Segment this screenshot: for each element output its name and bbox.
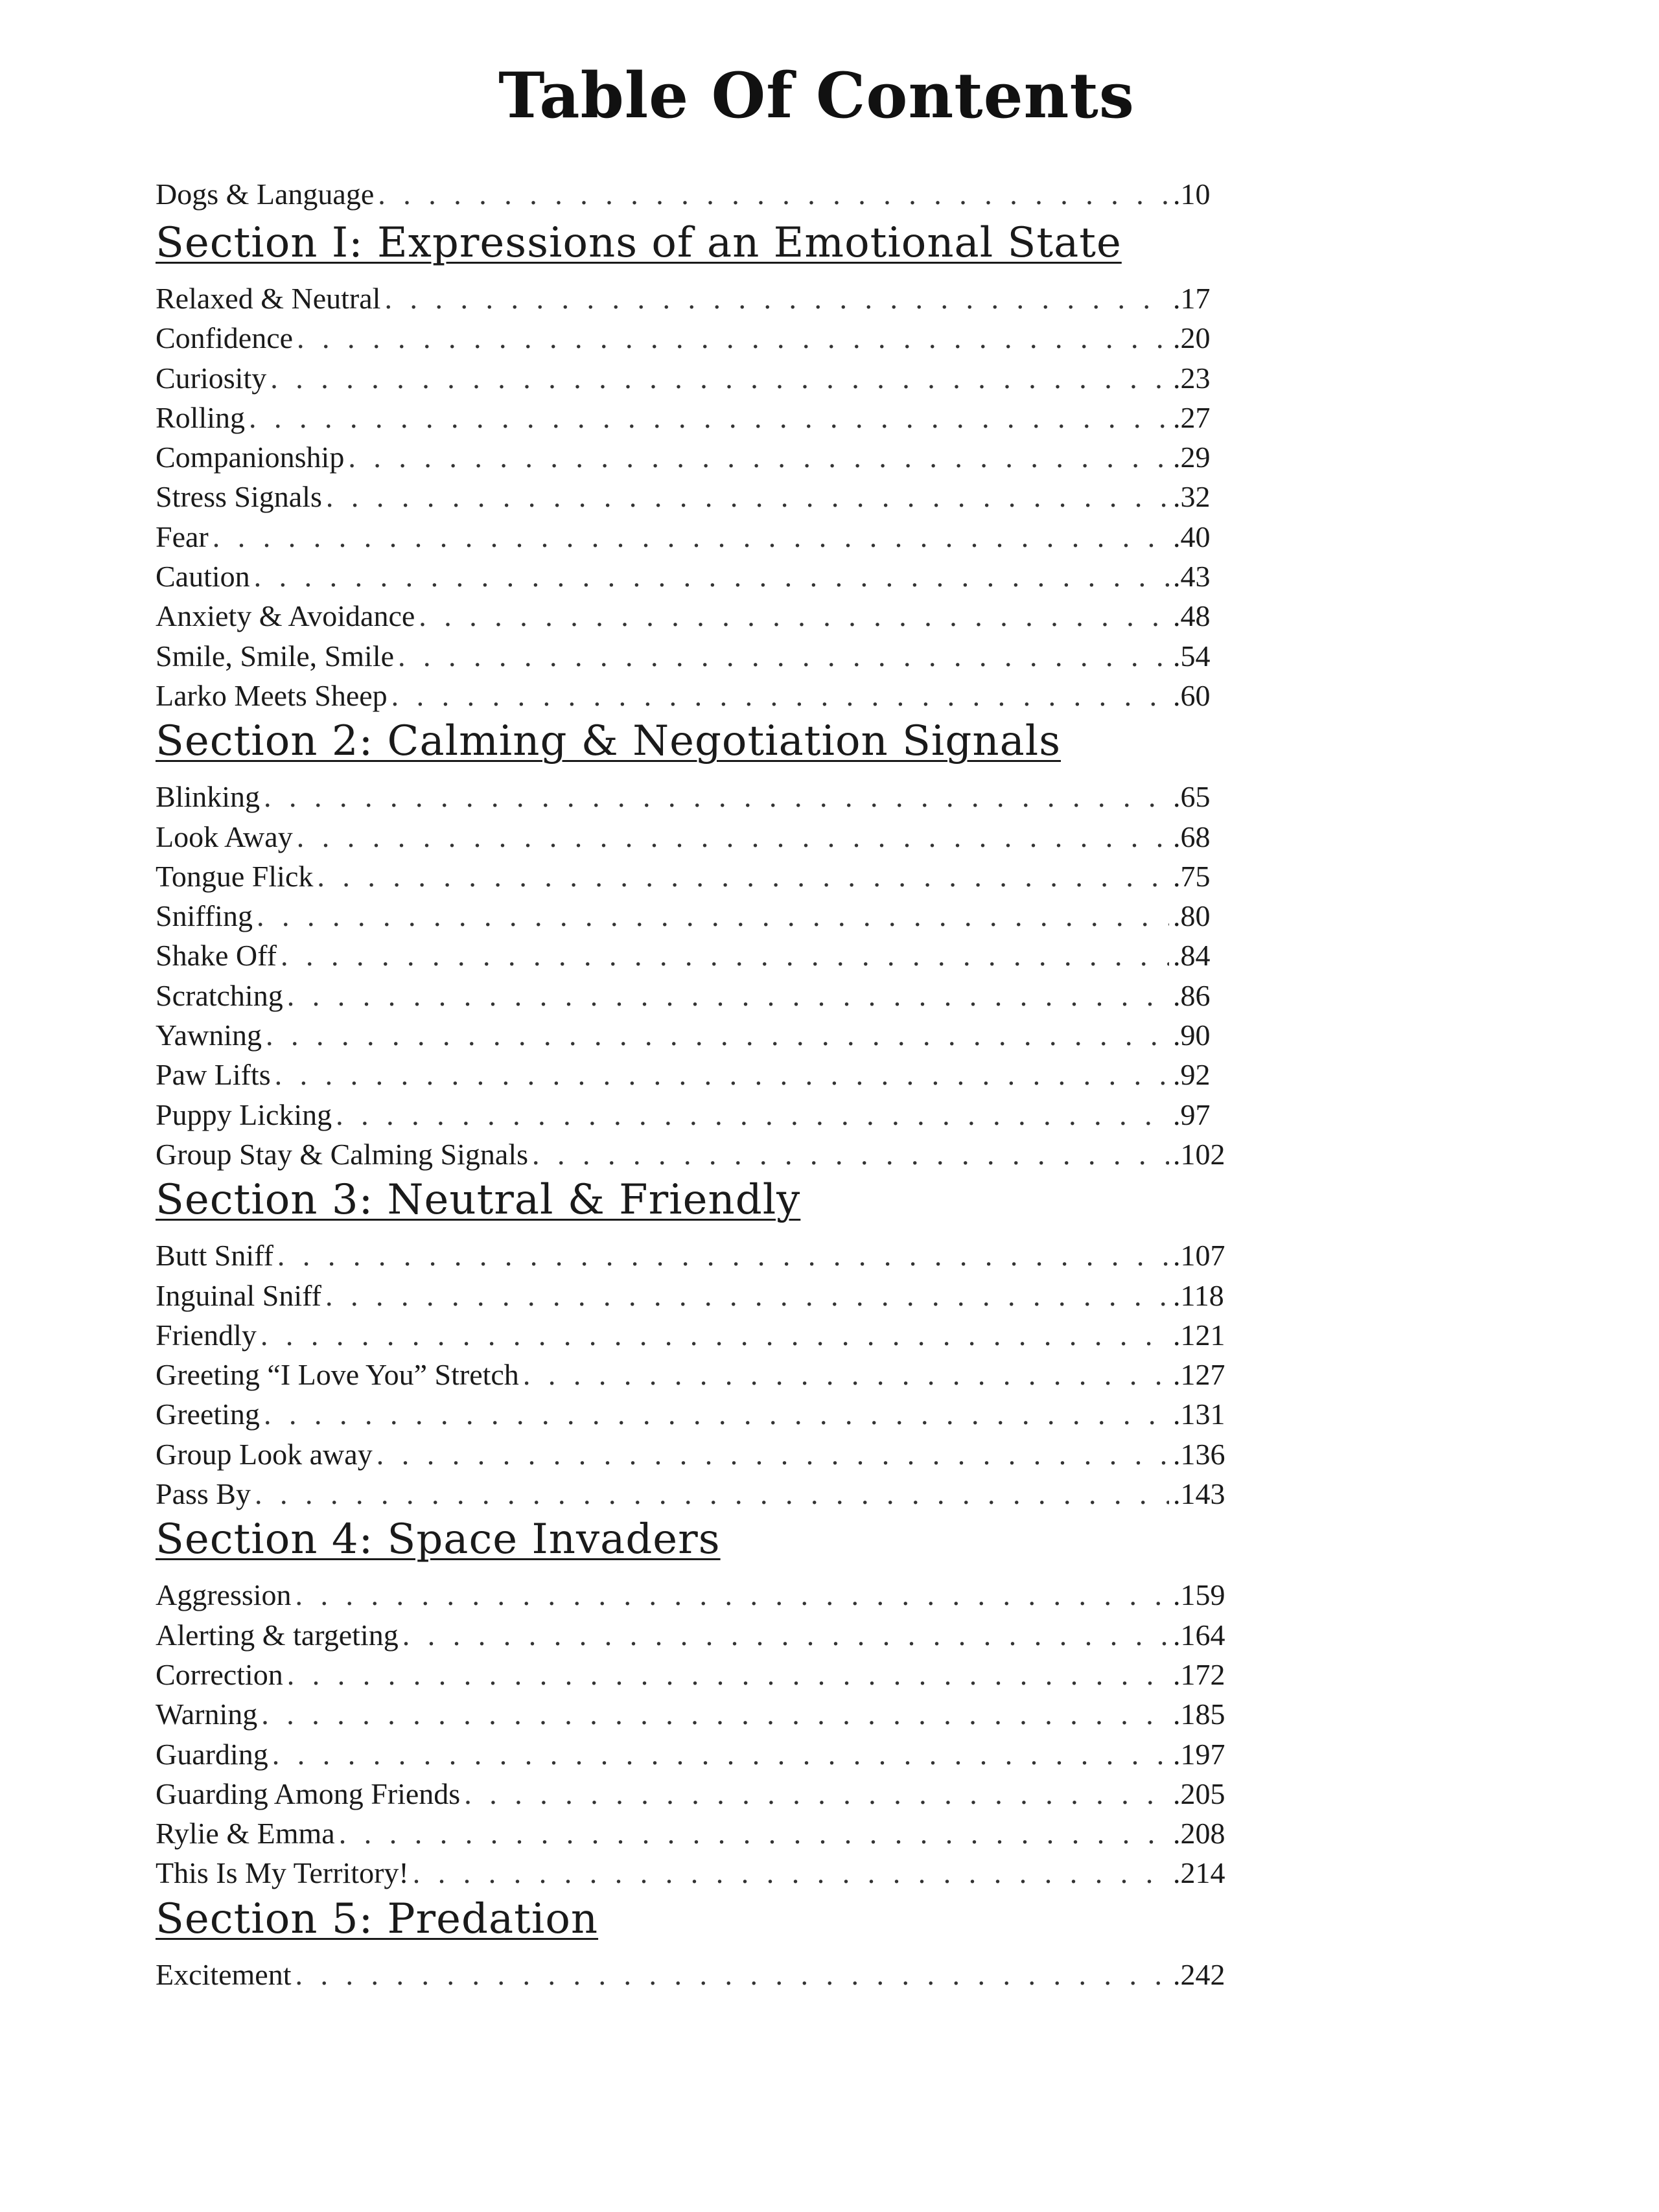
toc-list [156, 172, 1225, 1994]
toc-entry-page: .32 [1173, 480, 1211, 514]
toc-entry-label: Caution [156, 560, 250, 593]
toc-entry-label: Greeting “I Love You” Stretch [156, 1358, 519, 1392]
section-heading: Section 2: Calming & Negotiation Signals [156, 717, 1062, 766]
dot-leader [261, 1694, 1169, 1734]
dot-leader [264, 777, 1169, 816]
toc-entry [156, 557, 1225, 596]
toc-entry-page: .121 [1173, 1318, 1225, 1352]
toc-entry-page: .48 [1173, 599, 1211, 633]
toc-entry [156, 1095, 1225, 1135]
toc-entry [156, 172, 1225, 217]
toc-entry-page: .23 [1173, 361, 1211, 395]
toc-entry-page: .97 [1173, 1098, 1211, 1131]
toc-entry-label: Smile, Smile, Smile [156, 639, 395, 673]
toc-entry [156, 1575, 1225, 1615]
toc-entry-page: .127 [1173, 1358, 1225, 1392]
toc-entry [156, 636, 1225, 676]
toc-entry-label: This Is My Territory! [156, 1856, 409, 1890]
toc-entry-label: Anxiety & Avoidance [156, 599, 415, 633]
toc-entry-label: Dogs & Language [156, 178, 375, 211]
dot-leader [255, 1474, 1169, 1514]
dot-leader [391, 676, 1169, 715]
toc-entry-page: .27 [1173, 400, 1211, 434]
toc-entry-label: Look Away [156, 820, 293, 853]
toc-entry [156, 1853, 1225, 1893]
toc-entry-page: .29 [1173, 441, 1211, 474]
toc-entry [156, 1615, 1225, 1655]
toc-entry-page: .118 [1173, 1278, 1224, 1312]
toc-entry [156, 1276, 1225, 1315]
dot-leader [266, 1015, 1169, 1055]
toc-entry-page: .65 [1173, 780, 1211, 814]
dot-leader [419, 596, 1169, 636]
toc-entry [156, 1315, 1225, 1355]
toc-entry-label: Excitement [156, 1957, 292, 1991]
dot-leader [254, 557, 1169, 596]
toc-entry-page: .92 [1173, 1058, 1211, 1092]
toc-entry-label: Alerting & targeting [156, 1618, 399, 1652]
toc-entry-label: Confidence [156, 321, 294, 355]
toc-entry [156, 1955, 1225, 1994]
toc-entry-page: .172 [1173, 1657, 1225, 1691]
toc-entry [156, 857, 1225, 896]
dot-leader [348, 437, 1169, 477]
toc-entry-label: Puppy Licking [156, 1098, 332, 1131]
toc-entry [156, 936, 1225, 975]
section-heading: Section 5: Predation [156, 1895, 599, 1943]
toc-entry [156, 1355, 1225, 1394]
toc-entry-label: Scratching [156, 978, 283, 1012]
toc-entry [156, 596, 1225, 636]
dot-leader [287, 1655, 1169, 1694]
dot-leader [532, 1135, 1169, 1174]
toc-entry [156, 279, 1225, 318]
toc-entry-label: Rolling [156, 400, 246, 434]
section-heading: Section 4: Space Invaders [156, 1515, 721, 1564]
toc-entry [156, 517, 1225, 557]
dot-leader [264, 1394, 1169, 1434]
toc-entry [156, 437, 1225, 477]
toc-entry [156, 1694, 1225, 1734]
toc-entry-label: Warning [156, 1698, 258, 1731]
dot-leader [277, 1236, 1169, 1275]
toc-entry [156, 358, 1225, 398]
dot-leader [398, 636, 1169, 676]
toc-entry-label: Yawning [156, 1019, 262, 1052]
dot-leader [317, 857, 1169, 896]
toc-entry-page: .214 [1173, 1856, 1225, 1890]
toc-entry [156, 318, 1225, 358]
toc-entry-label: Rylie & Emma [156, 1817, 335, 1850]
dot-leader [297, 318, 1169, 358]
toc-entry [156, 1814, 1225, 1853]
dot-leader [384, 279, 1169, 318]
toc-entry-label: Aggression [156, 1578, 292, 1612]
page-title: Table Of Contents [498, 59, 1135, 132]
toc-entry-page: .143 [1173, 1477, 1225, 1511]
toc-entry-page: .54 [1173, 639, 1211, 673]
toc-entry-label: Larko Meets Sheep [156, 678, 388, 712]
toc-entry-page: .185 [1173, 1698, 1225, 1731]
toc-entry-label: Relaxed & Neutral [156, 282, 381, 315]
toc-entry-label: Pass By [156, 1477, 251, 1511]
toc-entry-label: Blinking [156, 780, 261, 814]
toc-entry [156, 398, 1225, 437]
toc-entry-page: .107 [1173, 1239, 1225, 1273]
dot-leader [295, 1955, 1169, 1994]
toc-entry-page: .68 [1173, 820, 1211, 853]
dot-leader [249, 398, 1169, 437]
toc-entry-label: Tongue Flick [156, 859, 314, 893]
section-heading: Section 3: Neutral & Friendly [156, 1176, 801, 1225]
toc-entry-page: .86 [1173, 978, 1211, 1012]
toc-entry-label: Sniffing [156, 899, 253, 933]
toc-entry [156, 676, 1225, 715]
toc-entry-label: Inguinal Sniff [156, 1278, 321, 1312]
dot-leader [326, 477, 1169, 516]
dot-leader [213, 517, 1169, 557]
dot-leader [402, 1615, 1169, 1655]
toc-entry-page: .17 [1173, 282, 1211, 315]
toc-entry-label: Friendly [156, 1318, 257, 1352]
section-heading: Section I: Expressions of an Emotional State [156, 219, 1122, 267]
toc-entry-label: Companionship [156, 441, 345, 474]
toc-entry-page: .242 [1173, 1957, 1225, 1991]
toc-entry-page: .136 [1173, 1437, 1225, 1471]
toc-entry-label: Fear [156, 520, 209, 553]
dot-leader [339, 1814, 1169, 1853]
dot-leader [464, 1774, 1169, 1814]
toc-entry-page: .80 [1173, 899, 1211, 933]
toc-entry [156, 1015, 1225, 1055]
dot-leader [377, 1434, 1169, 1474]
dot-leader [296, 1575, 1169, 1615]
dot-leader [257, 896, 1169, 936]
dot-leader [275, 1055, 1169, 1094]
dot-leader [413, 1853, 1169, 1893]
toc-entry-page: .159 [1173, 1578, 1225, 1612]
toc-entry-page: .20 [1173, 321, 1211, 355]
toc-entry [156, 1734, 1225, 1774]
toc-entry [156, 1774, 1225, 1814]
toc-entry [156, 1236, 1225, 1275]
toc-entry-page: .40 [1173, 520, 1211, 553]
toc-sections [156, 217, 1225, 1994]
toc-entry [156, 1394, 1225, 1434]
dot-leader [272, 1734, 1169, 1774]
toc-entry-page: .60 [1173, 678, 1211, 712]
dot-leader [336, 1095, 1169, 1135]
toc-entry-label: Group Stay & Calming Signals [156, 1137, 528, 1171]
toc-entry [156, 1135, 1225, 1174]
toc-entry-page: .208 [1173, 1817, 1225, 1850]
toc-entry-label: Paw Lifts [156, 1058, 271, 1092]
toc-entry-page: .197 [1173, 1737, 1225, 1771]
toc-entry-label: Shake Off [156, 939, 277, 973]
dot-leader [281, 936, 1169, 975]
toc-entry-label: Guarding Among Friends [156, 1777, 461, 1810]
toc-entry-page: .84 [1173, 939, 1211, 973]
toc-entry-label: Butt Sniff [156, 1239, 273, 1273]
toc-entry [156, 896, 1225, 936]
toc-entry-page: .90 [1173, 1019, 1211, 1052]
toc-entry-page: .131 [1173, 1398, 1225, 1431]
toc-entry-label: Guarding [156, 1737, 268, 1771]
toc-entry [156, 1655, 1225, 1694]
toc-entry-label: Group Look away [156, 1437, 373, 1471]
dot-leader [261, 1315, 1169, 1355]
toc-entry [156, 817, 1225, 857]
toc-entry-page: .10 [1173, 178, 1211, 211]
toc-entry-page: .75 [1173, 859, 1211, 893]
toc-entry-page: .164 [1173, 1618, 1225, 1652]
toc-entry-label: Stress Signals [156, 480, 322, 514]
toc-entry [156, 1434, 1225, 1474]
dot-leader [270, 358, 1169, 398]
toc-entry-page: .43 [1173, 560, 1211, 593]
toc-entry [156, 477, 1225, 516]
dot-leader [297, 817, 1169, 857]
toc-entry-label: Greeting [156, 1398, 260, 1431]
toc-entry [156, 777, 1225, 816]
toc-entry-label: Correction [156, 1657, 283, 1691]
dot-leader [378, 172, 1169, 217]
toc-entry-page: .102 [1173, 1137, 1225, 1171]
dot-leader [325, 1276, 1169, 1315]
dot-leader [523, 1355, 1169, 1394]
toc-entry-label: Curiosity [156, 361, 267, 395]
toc-entry-page: .205 [1173, 1777, 1225, 1810]
dot-leader [287, 976, 1169, 1015]
toc-entry [156, 1474, 1225, 1514]
toc-entry [156, 976, 1225, 1015]
toc-entry [156, 1055, 1225, 1094]
